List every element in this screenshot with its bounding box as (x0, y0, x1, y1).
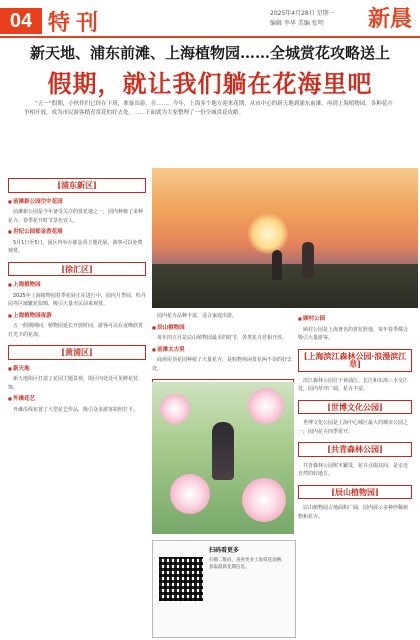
spot-heading: ■ 前滩太古里 (152, 346, 294, 355)
header-divider (0, 36, 420, 38)
spot-heading: ■ 前滩新公园空中花园 (8, 198, 146, 207)
headline: 假期，就让我们躺在花海里吧 (47, 69, 373, 98)
district-banner: [浦东新区] (8, 178, 146, 193)
spot-heading: ■ 新天地 (8, 365, 146, 374)
paragraph: 外滩沿线布置了大型花艺作品，吸引众多游客拍照打卡。 (13, 406, 139, 413)
paragraph: 顾村公园是上海著名的赏花胜地，每年春季都会吸引大量游客。 (298, 326, 409, 341)
district-banner: [徐汇区] (8, 262, 146, 277)
spot-heading: ■ 上海植物园夜游 (8, 312, 146, 321)
person-silhouette (302, 242, 314, 278)
district-banner: [上海滨江森林公园·浪漫滨江草] (298, 349, 412, 372)
flower-portrait-photo (152, 382, 294, 534)
flower-bloom (248, 388, 284, 424)
column-middle (152, 312, 294, 378)
page-number: 04 (0, 8, 42, 34)
paragraph: 每年四五月是辰山植物园最美的时节，各类花卉竞相开放。 (157, 335, 288, 341)
paragraph: 辰山植物园占地面积广阔，园内展示多种珍稀植物和花卉。 (298, 505, 409, 520)
subheadline: 新天地、浦东前滩、上海植物园……全城赏花攻略送上 (29, 44, 390, 62)
qr-description: 扫描二维码，查看更多上海赏花攻略，获取最新花期信息。 (209, 558, 286, 570)
qr-title: 扫码看更多 (208, 547, 239, 554)
paragraph: 园内花卉品种丰富，适合家庭出游。 (157, 313, 238, 319)
column-right (298, 312, 412, 524)
spot-heading: ■ 辰山植物园 (152, 324, 294, 333)
paragraph: 滨江森林公园位于黄浦江、长江和东海三水交汇处，园内草坪广阔，花卉丰富。 (298, 377, 409, 392)
spot-heading: ■ 外滩花艺 (8, 395, 146, 404)
column-left (8, 172, 146, 417)
district-banner: [辰山植物园] (298, 485, 412, 500)
editor-credits: 编辑 李华 美编 张明 (270, 20, 324, 27)
issue-date: 2025年4月28日 星期一 (270, 10, 335, 17)
spot-heading: ■ 上海植物园 (8, 281, 146, 290)
district-banner: [世博文化公园] (298, 400, 412, 415)
logo-accent: 晨 (390, 6, 413, 32)
flower-field (152, 264, 418, 308)
qr-code-icon[interactable] (159, 557, 203, 601)
spot-heading: ■ 顾村公园 (298, 315, 412, 324)
paragraph: 前滩新公园是今年备受关注的赏花地之一，园内种植了多种花卉，春季花开时节景色宜人。 (8, 209, 144, 224)
paragraph: 五一假期期间，植物园延长开放时间，游客可以在夜晚欣赏灯光下的花海。 (8, 323, 144, 338)
newspaper-logo (368, 2, 412, 33)
qr-promo (152, 540, 296, 638)
paragraph: 2025年上海植物园春季花展正在进行中，园内月季园、牡丹园等区域繁花似锦，吸引大量市民前来观赏。 (8, 292, 146, 307)
paragraph: 世博文化公园是上海中心城区最大的城市公园之一，园内花卉四季常开。 (298, 420, 409, 435)
sunset-photo (152, 168, 418, 308)
paragraph: 新天地街区打造了花园主题景观，街区内处处可见鲜花装饰。 (8, 376, 139, 391)
flower-bloom (242, 478, 286, 522)
paragraph: 商场屋顶花园种植了大量花卉，是购物休闲赏花两不误的好去处。 (152, 357, 293, 372)
person-silhouette (212, 422, 234, 480)
logo-text: 新 (368, 6, 391, 32)
district-banner: [黄浦区] (8, 345, 146, 360)
sun-glow (248, 214, 288, 254)
spot-heading: ■ 世纪公园郁金香花展 (8, 228, 146, 237)
flower-bloom (160, 394, 190, 424)
district-banner: [共青森林公园] (298, 442, 412, 457)
lead-paragraph: “五一”假期，小伙伴们已经在下班，准备出游。在……。今年，上海多个地方迎来花期，从市中心的新天地到浦东前滩，再到上海植物园，各种花卉争相开放，成为市民游客踏青赏花的好去处。……下面就为大家整理了一份全城赏花攻略。 (24, 101, 393, 116)
page-header (0, 0, 420, 40)
section-title: 特刊 (48, 10, 105, 36)
paragraph: 共青森林公园树木繁茂，花卉点缀其间，是亲近自然的好地方。 (298, 462, 409, 477)
paragraph: 5月1日至5日，园区内举办郁金香主题花展，游客可以免费观赏。 (8, 239, 143, 254)
person-silhouette (272, 250, 282, 280)
flower-bloom (170, 474, 210, 514)
